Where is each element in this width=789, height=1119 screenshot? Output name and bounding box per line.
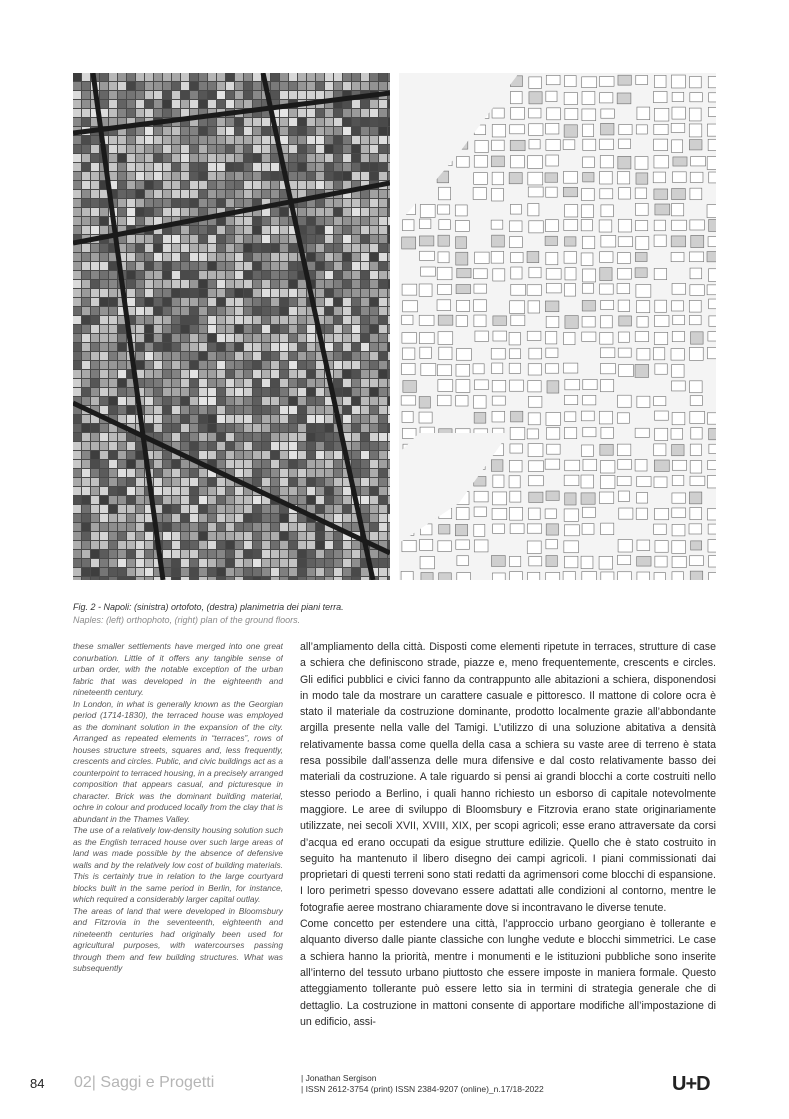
figure-caption bbox=[73, 601, 344, 627]
author-name: | Jonathan Sergison bbox=[301, 1073, 377, 1083]
figure-2 bbox=[73, 73, 716, 580]
italian-paragraph: Come concetto per estendere una città, l’approccio urbano georgiano è tollerante e alquanto diverso dalle piante classiche con lunghe vedute e blocchi simmetrici. Le case a schiera hanno la priorità, mentre i monumenti e le istituzioni pubbliche sono inserite all’interno del tessuto urbano piuttosto che essere imposte in maniera formale. Questo atteggiamento tollerante può essere letto sia in termini di strategia generale che di dettaglio. La costruzione in mattoni consente di apportare modifiche all’impostazione di un edificio, assi- bbox=[300, 918, 716, 1028]
orthophoto-image bbox=[73, 73, 390, 580]
english-text-column bbox=[73, 641, 283, 1051]
english-paragraph: In London, in what is generally known as the Georgian period (1714-1830), the terraced house was employed as the dominant solution in the expansion of the city. Arranged as repeated elements in “terraces”, rows of houses structure streets, squares and, less frequently, crescents and circles. Public, and civic buildings act as a counterpoint to terraced housing, in a precisely arranged composition that appears casual, and picturesque in character. Brick was the dominant building material, ochre in colour and produced locally from the clay that is abundant in the Thames Valley. bbox=[73, 698, 283, 824]
journal-logo: U+D bbox=[672, 1073, 710, 1095]
english-paragraph: The use of a relatively low-density housing solution such as the English terraced house over such large areas of land was made possible by the absence of defensive walls and by the relatively low cost of building materials. This is certainly true in relation to the large courtyard blocks built in the same period in Berlin, for instance, which required a considerably larger capital outlay. bbox=[73, 825, 283, 904]
italian-text-column bbox=[300, 639, 716, 1059]
issn-line: | ISSN 2612-3754 (print) ISSN 2384-9207 (online)_n.17/18-2022 bbox=[301, 1084, 544, 1094]
page-number: 84 bbox=[30, 1076, 45, 1091]
italian-paragraph: all’ampliamento della città. Disposti come elementi ripetute in terraces, strutture di case a schiera che definiscono strade, piazze e, meno frequentemente, crescents e circles. Gli edifici pubblici e civici fanno da contrappunto alle abitazioni a schiera, disponendosi in modo tale da mostrare un carattere casuale e pittoresco. Il mattone di colore ocra è stato il materiale da costruzione dominante, prodotto localmente grazie all’abbondante argilla presente nella valle del Tamigi. L’utilizzo di una soluzione abitativa a densità relativamente bassa come quella della casa a schiera su vaste aree di terreno è stata resa possibile dall’assenza delle mura difensive e dal costo relativamente basso dei materiali da costruzione. A tale riguardo si pensi ai grandi blocchi a corte costruiti nello stesso periodo a Berlino, i quali hanno richiesto un esborso di capitale notevolmente maggiore. Le aree di sviluppo di Bloomsbury e Fitzrovia erano state originariamente utilizzate, nei secoli XVII, XVIII, XIX, per scopi agricoli; esse erano attraversate da corsi d’acqua ed erano occupati da esigue strutture edilizie. Quello che è stato costruito in seguito ha mantenuto il libero disegno dei campi agricoli. I piani commissionati dai proprietari di questi terreni sono stati redatti da agrimensori come blocchi di espansione. I loro perimetri spesso dovevano essere adattati alle condizioni al contorno, mentre le fotografie aeree mostrano chiaramente dove si incontravano le diverse tenute. bbox=[300, 641, 716, 914]
english-paragraph: The areas of land that were developed in Bloomsbury and Fitzrovia in the seventeenth, eighteenth and nineteenth centuries had originally been used for agricultural purposes, with watercourses passing through them and few building structures. What was subsequently bbox=[73, 905, 283, 973]
caption-english: Naples: (left) orthophoto, (right) plan of the ground floors. bbox=[73, 615, 301, 625]
english-paragraph: these smaller settlements have merged into one great conurbation. Little of it offers any tangible sense of urban order, with the notable exception of the urban fabric that was developed in the eighteenth and nineteenth century. bbox=[73, 641, 283, 697]
author-issn-block bbox=[301, 1073, 544, 1095]
caption-italian: Fig. 2 - Napoli: (sinistra) ortofoto, (destra) planimetria dei piani terra. bbox=[73, 602, 344, 612]
ground-floor-plan-image bbox=[399, 73, 716, 580]
section-title: 02| Saggi e Progetti bbox=[74, 1074, 215, 1091]
